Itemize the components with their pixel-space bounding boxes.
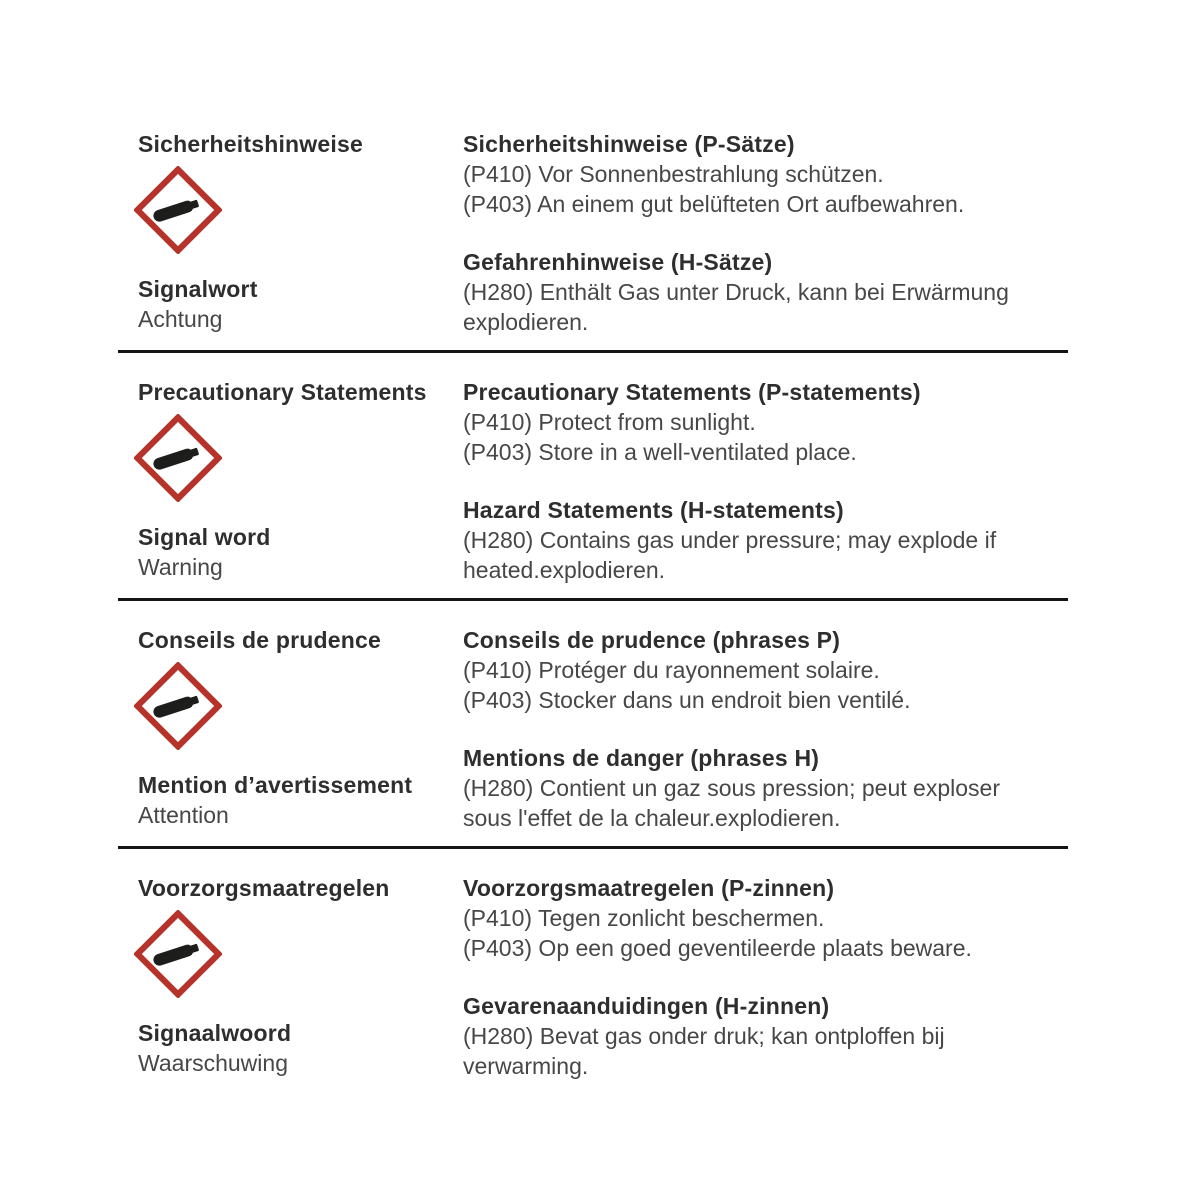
section-title: Sicherheitshinweise [138, 131, 363, 157]
p-statement-line: (P410) Protect from sunlight. [463, 409, 756, 435]
section-english [118, 353, 1068, 601]
signal-word-label: Signal word [138, 524, 271, 550]
p-statement-line: (P410) Vor Sonnenbestrahlung schützen. [463, 161, 884, 187]
section-right-column [463, 129, 1068, 350]
signal-word-value: Attention [138, 802, 229, 828]
p-statement-line: (P410) Protéger du rayonnement solaire. [463, 657, 880, 683]
signal-word-block [138, 522, 463, 582]
section-right-column [463, 625, 1068, 846]
p-statement-line: (P410) Tegen zonlicht beschermen. [463, 905, 825, 931]
h-statements-heading: Hazard Statements (H-statements) [463, 497, 844, 523]
signal-word-value: Warning [138, 554, 223, 580]
h-statement-line: (H280) Bevat gas onder druk; kan ontploffen bij [463, 1023, 945, 1049]
h-statement-line: (H280) Contains gas under pressure; may explode if [463, 527, 997, 553]
signal-word-block [138, 274, 463, 334]
h-statement-line: (H280) Contient un gaz sous pression; peut exploser [463, 775, 1000, 801]
section-left-column [118, 129, 463, 350]
section-title: Conseils de prudence [138, 627, 382, 653]
ghs04-gas-cylinder-icon [134, 166, 222, 254]
signal-word-label: Signalwort [138, 276, 258, 302]
section-dutch [118, 849, 1068, 1097]
h-statement-line: verwarming. [463, 1053, 589, 1079]
section-right-column [463, 377, 1068, 598]
h-statement-line: heated.explodieren. [463, 557, 666, 583]
h-statements-heading: Mentions de danger (phrases H) [463, 745, 820, 771]
section-french [118, 601, 1068, 849]
p-statement-line: (P403) An einem gut belüfteten Ort aufbewahren. [463, 191, 965, 217]
signal-word-value: Waarschuwing [138, 1050, 288, 1076]
h-statements-block [463, 991, 1068, 1081]
p-statements-heading: Voorzorgsmaatregelen (P-zinnen) [463, 875, 835, 901]
ghs04-gas-cylinder-icon [134, 662, 222, 750]
section-left-column [118, 377, 463, 598]
p-statement-line: (P403) Op een goed geventileerde plaats beware. [463, 935, 972, 961]
ghs04-gas-cylinder-icon [134, 910, 222, 998]
p-statements-heading: Precautionary Statements (P-statements) [463, 379, 921, 405]
h-statements-heading: Gefahrenhinweise (H-Sätze) [463, 249, 773, 275]
p-statements-block [463, 625, 1068, 715]
p-statements-block [463, 873, 1068, 963]
p-statements-block [463, 129, 1068, 219]
section-title: Voorzorgsmaatregelen [138, 875, 390, 901]
signal-word-block [138, 770, 463, 830]
p-statements-heading: Sicherheitshinweise (P-Sätze) [463, 131, 795, 157]
section-german [118, 105, 1068, 353]
section-right-column [463, 873, 1068, 1097]
section-title: Precautionary Statements [138, 379, 427, 405]
h-statement-line: explodieren. [463, 309, 589, 335]
h-statements-block [463, 495, 1068, 585]
h-statements-heading: Gevarenaanduidingen (H-zinnen) [463, 993, 830, 1019]
signal-word-block [138, 1018, 463, 1078]
h-statement-line: sous l'effet de la chaleur.explodieren. [463, 805, 841, 831]
hazard-info-table [118, 105, 1068, 1097]
h-statement-line: (H280) Enthält Gas unter Druck, kann bei Erwärmung [463, 279, 1009, 305]
ghs04-gas-cylinder-icon [134, 414, 222, 502]
signal-word-value: Achtung [138, 306, 223, 332]
h-statements-block [463, 743, 1068, 833]
p-statement-line: (P403) Store in a well-ventilated place. [463, 439, 857, 465]
signal-word-label: Signaalwoord [138, 1020, 292, 1046]
p-statements-block [463, 377, 1068, 467]
p-statements-heading: Conseils de prudence (phrases P) [463, 627, 841, 653]
h-statements-block [463, 247, 1068, 337]
p-statement-line: (P403) Stocker dans un endroit bien ventilé. [463, 687, 911, 713]
section-left-column [118, 625, 463, 846]
signal-word-label: Mention d’avertissement [138, 772, 413, 798]
section-left-column [118, 873, 463, 1097]
